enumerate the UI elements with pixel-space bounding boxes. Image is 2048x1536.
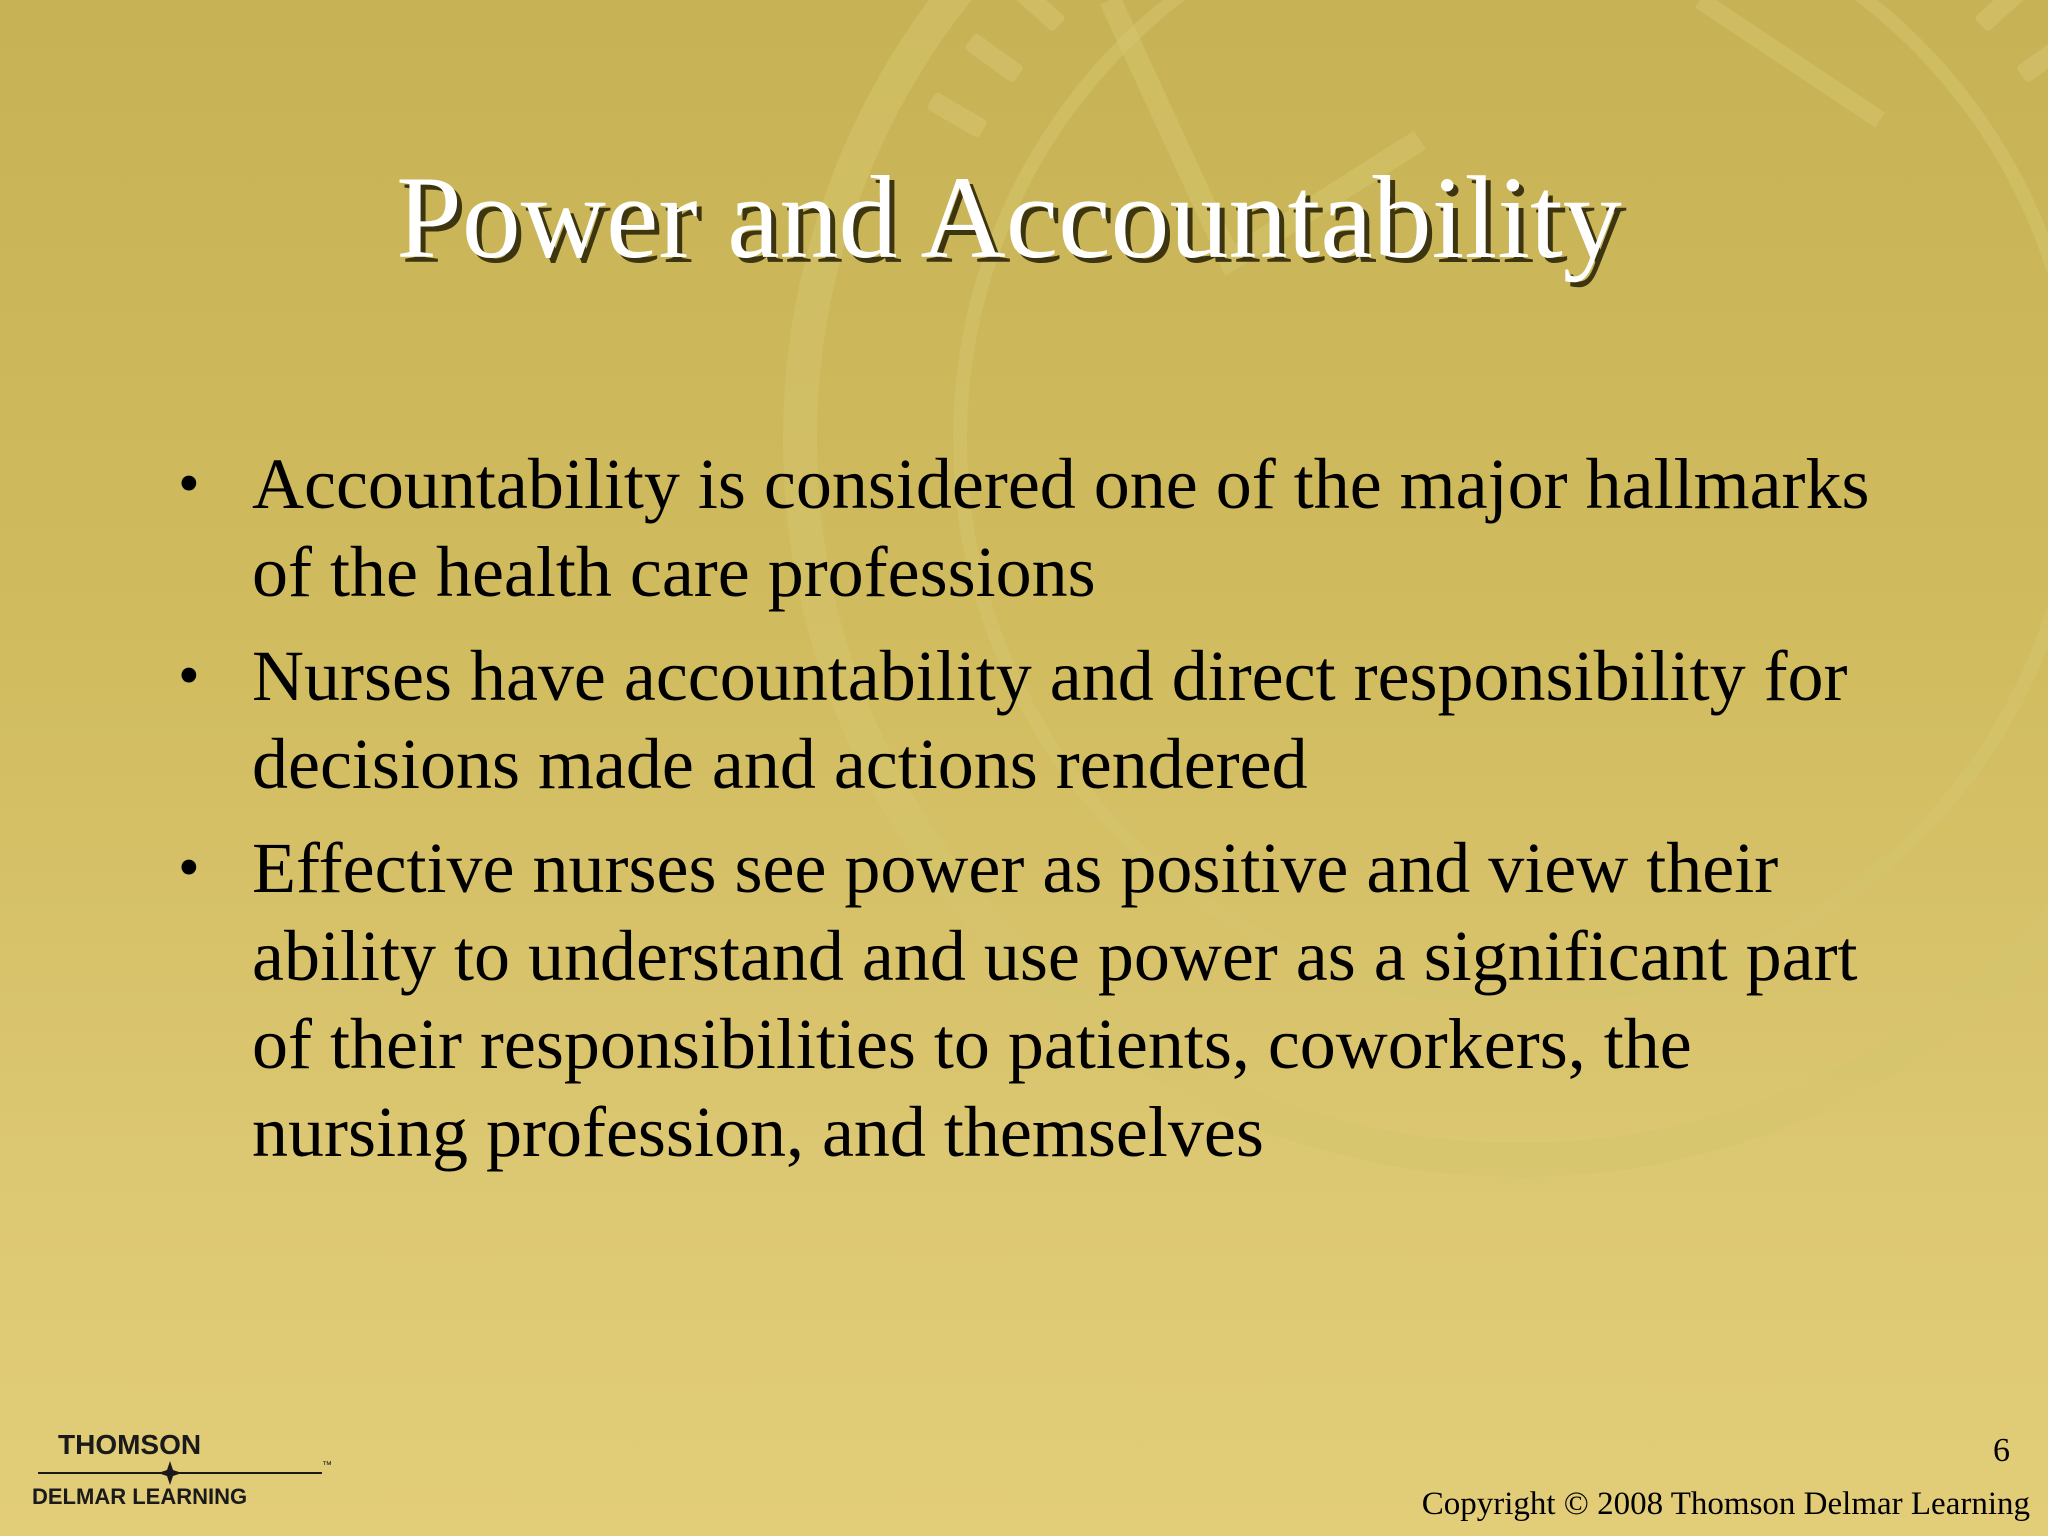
thomson-delmar-logo [30, 1424, 335, 1524]
dial-tick [2016, 32, 2048, 83]
bullet-item [178, 440, 1898, 616]
dial-tick [1008, 0, 1066, 33]
logo-top-text: THOMSON [58, 1429, 202, 1460]
dial-tick [926, 91, 988, 138]
logo-bottom-text: DELMAR LEARNING [32, 1484, 248, 1509]
bullet-list [178, 440, 1898, 1192]
bullet-text: Accountability is considered one of the major hallmarks of the health care professions [252, 444, 1870, 612]
star-icon [158, 1461, 182, 1485]
bullet-item [178, 632, 1898, 808]
page-number: 6 [1993, 1432, 2010, 1469]
copyright-notice: Copyright © 2008 Thomson Delmar Learning [1421, 1486, 2030, 1522]
bullet-text: Effective nurses see power as positive and view their ability to understand and use power as a significant part of their responsibilities to patients, coworkers, the nursing profession, and themselves [252, 828, 1858, 1172]
dial-tick [1974, 0, 2032, 33]
bullet-marker: • [178, 642, 200, 710]
slide-title: Power and Accountability [396, 152, 1622, 283]
bullet-text: Nurses have accountability and direct responsibility for decisions made and actions rendered [252, 636, 1848, 804]
dial-tick [964, 32, 1024, 83]
bullet-marker: • [178, 450, 200, 518]
logo-trademark: ™ [322, 1460, 332, 1471]
bullet-item [178, 824, 1898, 1176]
bullet-marker: • [178, 834, 200, 902]
